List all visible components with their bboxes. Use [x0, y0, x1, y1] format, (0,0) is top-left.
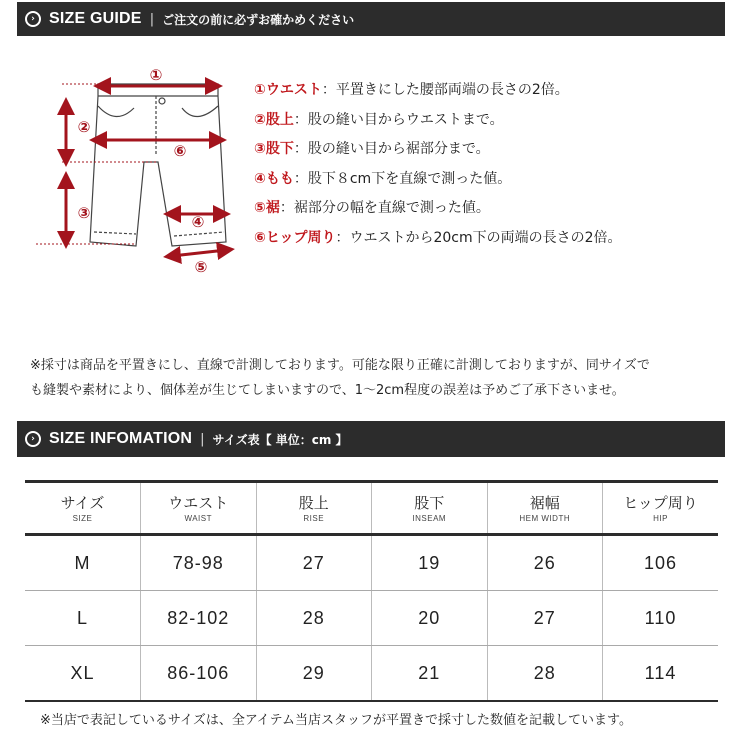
definition-rise: ②股上：股の縫い目からウエストまで。 — [254, 111, 504, 128]
cell-hem-width: 27 — [487, 591, 603, 646]
size-table — [25, 480, 718, 702]
header-separator: | — [149, 11, 155, 27]
size-info-title: SIZE INFOMATION — [49, 430, 193, 447]
cell-waist: 78-98 — [141, 535, 257, 591]
size-guide-header — [17, 2, 725, 36]
shorts-outline — [90, 84, 226, 246]
cell-rise: 29 — [256, 646, 372, 702]
size-info-subtitle: サイズ表【 単位：cm 】 — [212, 432, 348, 447]
size-note: ※当店で表記しているサイズは、全アイテム当店スタッフが平置きで採寸した数値を記載しています。 — [40, 713, 632, 728]
table-row — [25, 535, 718, 591]
label-thigh: ④ — [191, 213, 205, 231]
definition-hip: ⑥ヒップ周り：ウエストから20cm下の両端の長さの2倍。 — [254, 229, 622, 246]
cell-hem-width: 28 — [487, 646, 603, 702]
cell-hip: 114 — [603, 646, 719, 702]
size-guide-subtitle: ご注文の前に必ずお確かめください — [162, 12, 355, 27]
header-inseam: 股下 INSEAM — [372, 482, 488, 535]
label-hem: ⑤ — [194, 258, 208, 276]
cell-size: M — [25, 535, 141, 591]
label-inseam: ③ — [77, 204, 91, 222]
cell-hip: 106 — [603, 535, 719, 591]
cell-rise: 28 — [256, 591, 372, 646]
header-waist: ウエスト WAIST — [141, 482, 257, 535]
header-separator: | — [200, 431, 205, 447]
header-hem-width: 裾幅 HEM WIDTH — [487, 482, 603, 535]
chevron-circle-icon: › — [25, 11, 41, 27]
cell-inseam: 19 — [372, 535, 488, 591]
definition-inseam: ③股下：股の縫い目から裾部分まで。 — [254, 141, 490, 157]
chevron-circle-icon: › — [25, 431, 41, 447]
label-rise: ② — [77, 118, 91, 136]
size-info-header — [17, 421, 725, 457]
shorts-measurement-diagram — [36, 56, 246, 276]
table-row — [25, 646, 718, 702]
header-hip: ヒップ周り HIP — [603, 482, 719, 535]
cell-size: L — [25, 591, 141, 646]
table-header-row — [25, 482, 718, 535]
measurement-note: ※採寸は商品を平置きにし、直線で計測しております。可能な限り正確に計測しておりますが、同サイズで も縫製や素材により、個体差が生じてしまいますので、1〜2cm程度の誤差は予めご了承下さいませ。 — [30, 358, 650, 398]
cell-size: XL — [25, 646, 141, 702]
definition-waist: ①ウエスト：平置きにした腰部両端の長さの2倍。 — [254, 82, 569, 98]
label-hip: ⑥ — [173, 142, 187, 160]
cell-hip: 110 — [603, 591, 719, 646]
definition-hem: ⑤裾：裾部分の幅を直線で測った値。 — [254, 200, 490, 216]
cell-inseam: 20 — [372, 591, 488, 646]
cell-rise: 27 — [256, 535, 372, 591]
table-row — [25, 591, 718, 646]
arrow-hem — [172, 250, 226, 256]
button-icon — [159, 98, 165, 104]
cell-waist: 82-102 — [141, 591, 257, 646]
cell-waist: 86-106 — [141, 646, 257, 702]
header-size: サイズ SIZE — [25, 482, 141, 535]
measurement-definitions — [254, 78, 734, 255]
size-guide-title: SIZE GUIDE — [49, 10, 142, 27]
header-rise: 股上 RISE — [256, 482, 372, 535]
definition-thigh: ④もも：股下８cm下を直線で測った値。 — [254, 170, 512, 187]
cell-inseam: 21 — [372, 646, 488, 702]
label-waist: ① — [149, 66, 163, 84]
cell-hem-width: 26 — [487, 535, 603, 591]
